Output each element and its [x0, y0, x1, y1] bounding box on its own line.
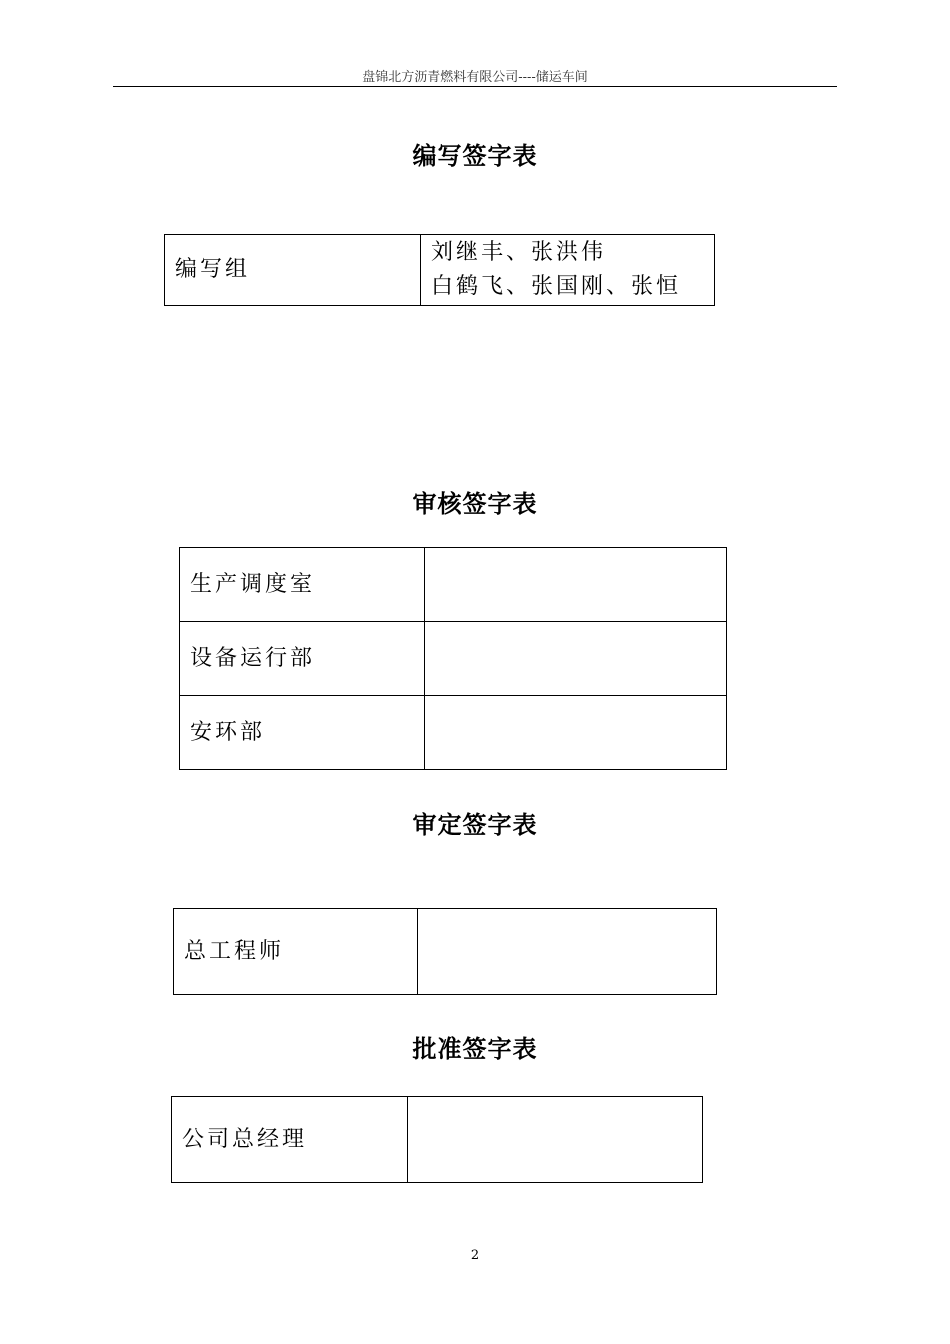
table-row: [174, 909, 717, 995]
header-divider: [113, 86, 837, 87]
table-row: [180, 548, 727, 622]
signer-names-line-2: 白鹤飞、张国刚、张恒: [431, 274, 682, 299]
signer-names-line-1: 刘继丰、张洪伟: [431, 240, 607, 265]
page-number: 2: [470, 1248, 480, 1263]
table-row: [180, 622, 727, 696]
signature-cell[interactable]: [418, 909, 717, 995]
signature-cell[interactable]: [408, 1097, 703, 1183]
section-title-review: 审核签字表: [412, 490, 538, 518]
table-row: [172, 1097, 703, 1183]
approve-review-signature-table: [173, 908, 717, 995]
compile-signature-table: [164, 234, 715, 306]
signature-cell[interactable]: [425, 696, 727, 770]
row-label: 总工程师: [174, 909, 418, 995]
row-label: 安环部: [180, 696, 425, 770]
page-header: 盘锦北方沥青燃料有限公司----储运车间: [362, 70, 588, 85]
section-title-compile: 编写签字表: [412, 142, 538, 170]
section-title-approval: 批准签字表: [412, 1035, 538, 1063]
review-signature-table: [179, 547, 727, 770]
row-label: 设备运行部: [180, 622, 425, 696]
section-title-approve-review: 审定签字表: [412, 811, 538, 839]
table-row: [165, 235, 715, 306]
row-label: 编写组: [165, 235, 421, 306]
row-label: 生产调度室: [180, 548, 425, 622]
signature-cell[interactable]: [421, 235, 715, 306]
signature-cell[interactable]: [425, 548, 727, 622]
signature-cell[interactable]: [425, 622, 727, 696]
table-row: [180, 696, 727, 770]
approval-signature-table: [171, 1096, 703, 1183]
row-label: 公司总经理: [172, 1097, 408, 1183]
